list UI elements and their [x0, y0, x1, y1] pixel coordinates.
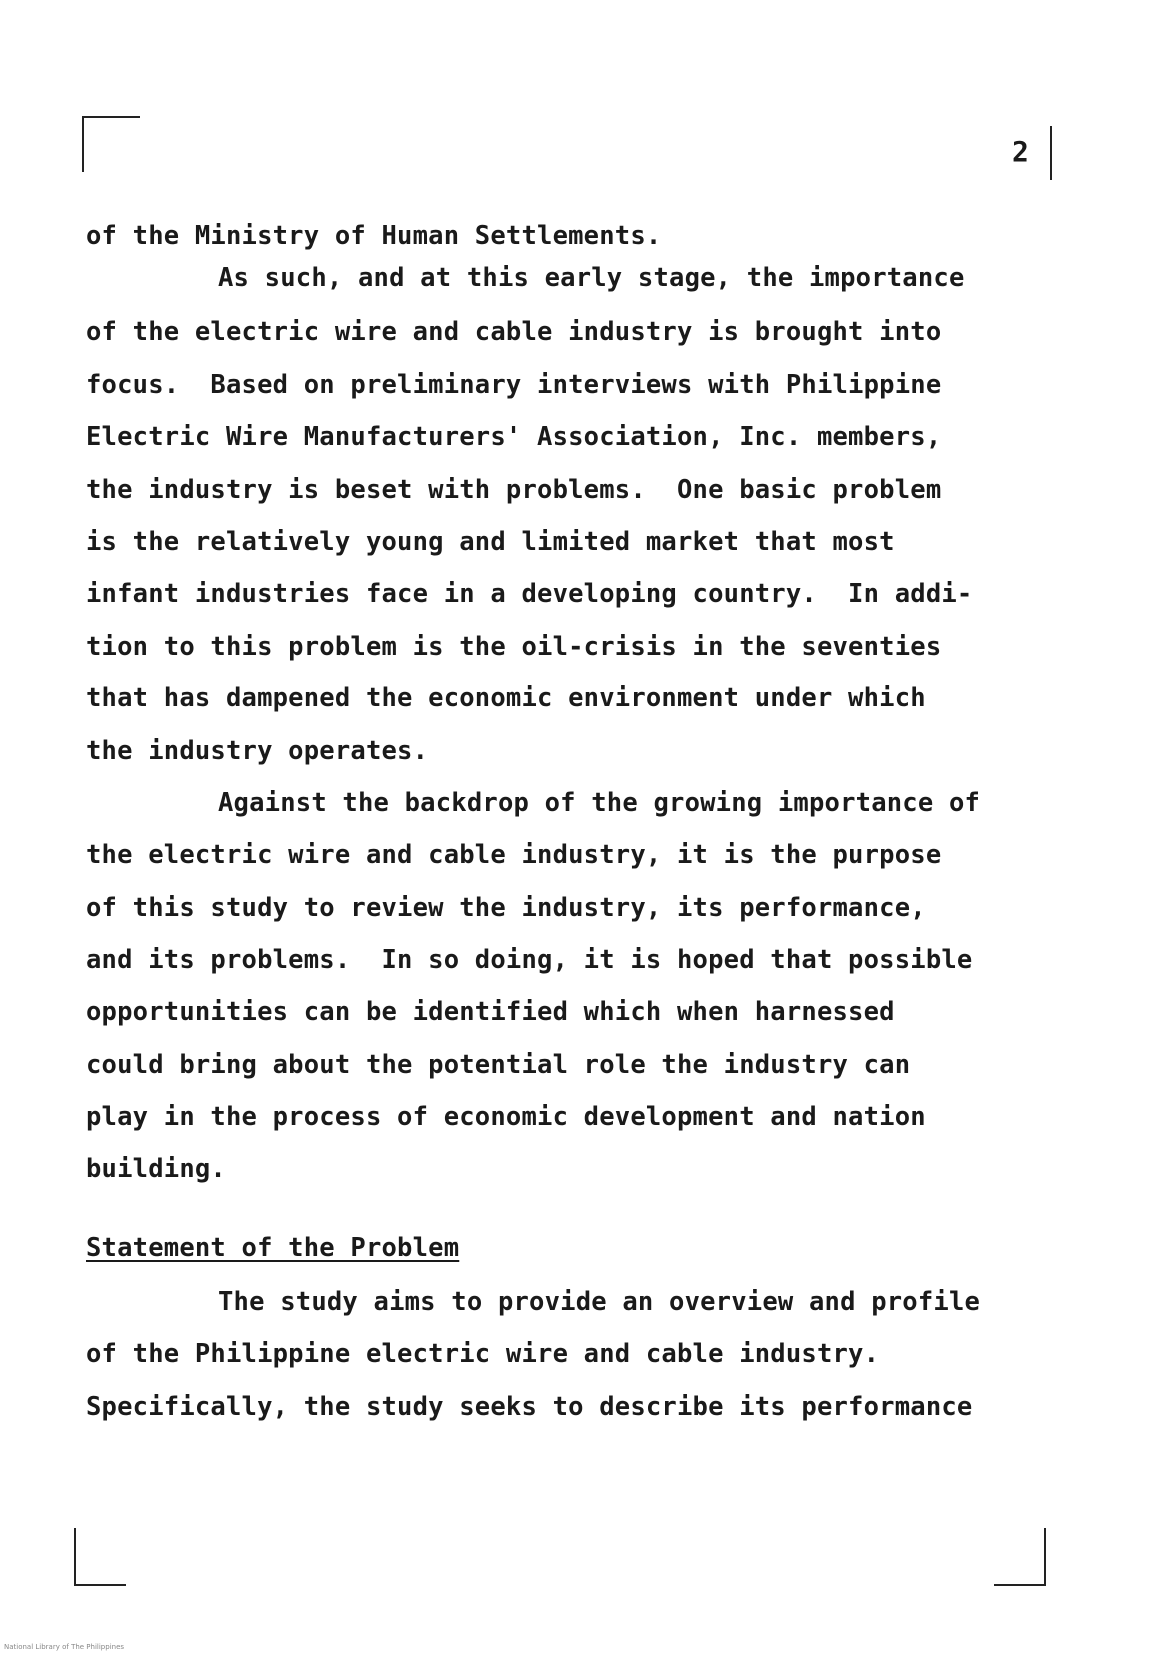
- crop-mark-top-right-vertical: [1050, 126, 1052, 180]
- crop-mark-bottom-right-vertical: [1044, 1528, 1046, 1586]
- text-line: of the electric wire and cable industry is brought into: [86, 317, 942, 347]
- text-line: the electric wire and cable industry, it is the purpose: [86, 840, 942, 870]
- text-line: Against the backdrop of the growing importance of: [218, 788, 981, 818]
- page-number: 2: [1012, 135, 1029, 168]
- section-heading: Statement of the Problem: [86, 1233, 460, 1263]
- text-line: Specifically, the study seeks to describe its performance: [86, 1392, 973, 1422]
- text-line: is the relatively young and limited market that most: [86, 527, 895, 557]
- footer-watermark: National Library of The Philippines: [4, 1643, 125, 1651]
- text-line: the industry is beset with problems. One basic problem: [86, 475, 942, 505]
- crop-mark-bottom-right-horizontal: [994, 1584, 1046, 1586]
- text-line: opportunities can be identified which when harnessed: [86, 997, 895, 1027]
- text-line: The study aims to provide an overview and profile: [218, 1287, 981, 1317]
- text-line: building.: [86, 1154, 226, 1184]
- crop-mark-top-left-vertical: [82, 116, 84, 172]
- crop-mark-bottom-left-vertical: [74, 1528, 76, 1586]
- text-line: infant industries face in a developing country. In addi-: [86, 579, 973, 609]
- crop-mark-bottom-left-horizontal: [74, 1584, 126, 1586]
- text-line: of the Philippine electric wire and cable industry.: [86, 1339, 880, 1369]
- text-line: of this study to review the industry, its performance,: [86, 893, 926, 923]
- text-line: Electric Wire Manufacturers' Association, Inc. members,: [86, 422, 942, 452]
- text-line: tion to this problem is the oil-crisis in the seventies: [86, 632, 942, 662]
- text-line: could bring about the potential role the industry can: [86, 1050, 911, 1080]
- text-line: of the Ministry of Human Settlements.: [86, 221, 662, 251]
- crop-mark-top-left-horizontal: [82, 116, 140, 118]
- text-line: focus. Based on preliminary interviews with Philippine: [86, 370, 942, 400]
- text-line: and its problems. In so doing, it is hoped that possible: [86, 945, 973, 975]
- text-line: As such, and at this early stage, the importance: [218, 263, 965, 293]
- text-line: the industry operates.: [86, 736, 429, 766]
- text-line: play in the process of economic development and nation: [86, 1102, 926, 1132]
- text-line: that has dampened the economic environment under which: [86, 683, 926, 713]
